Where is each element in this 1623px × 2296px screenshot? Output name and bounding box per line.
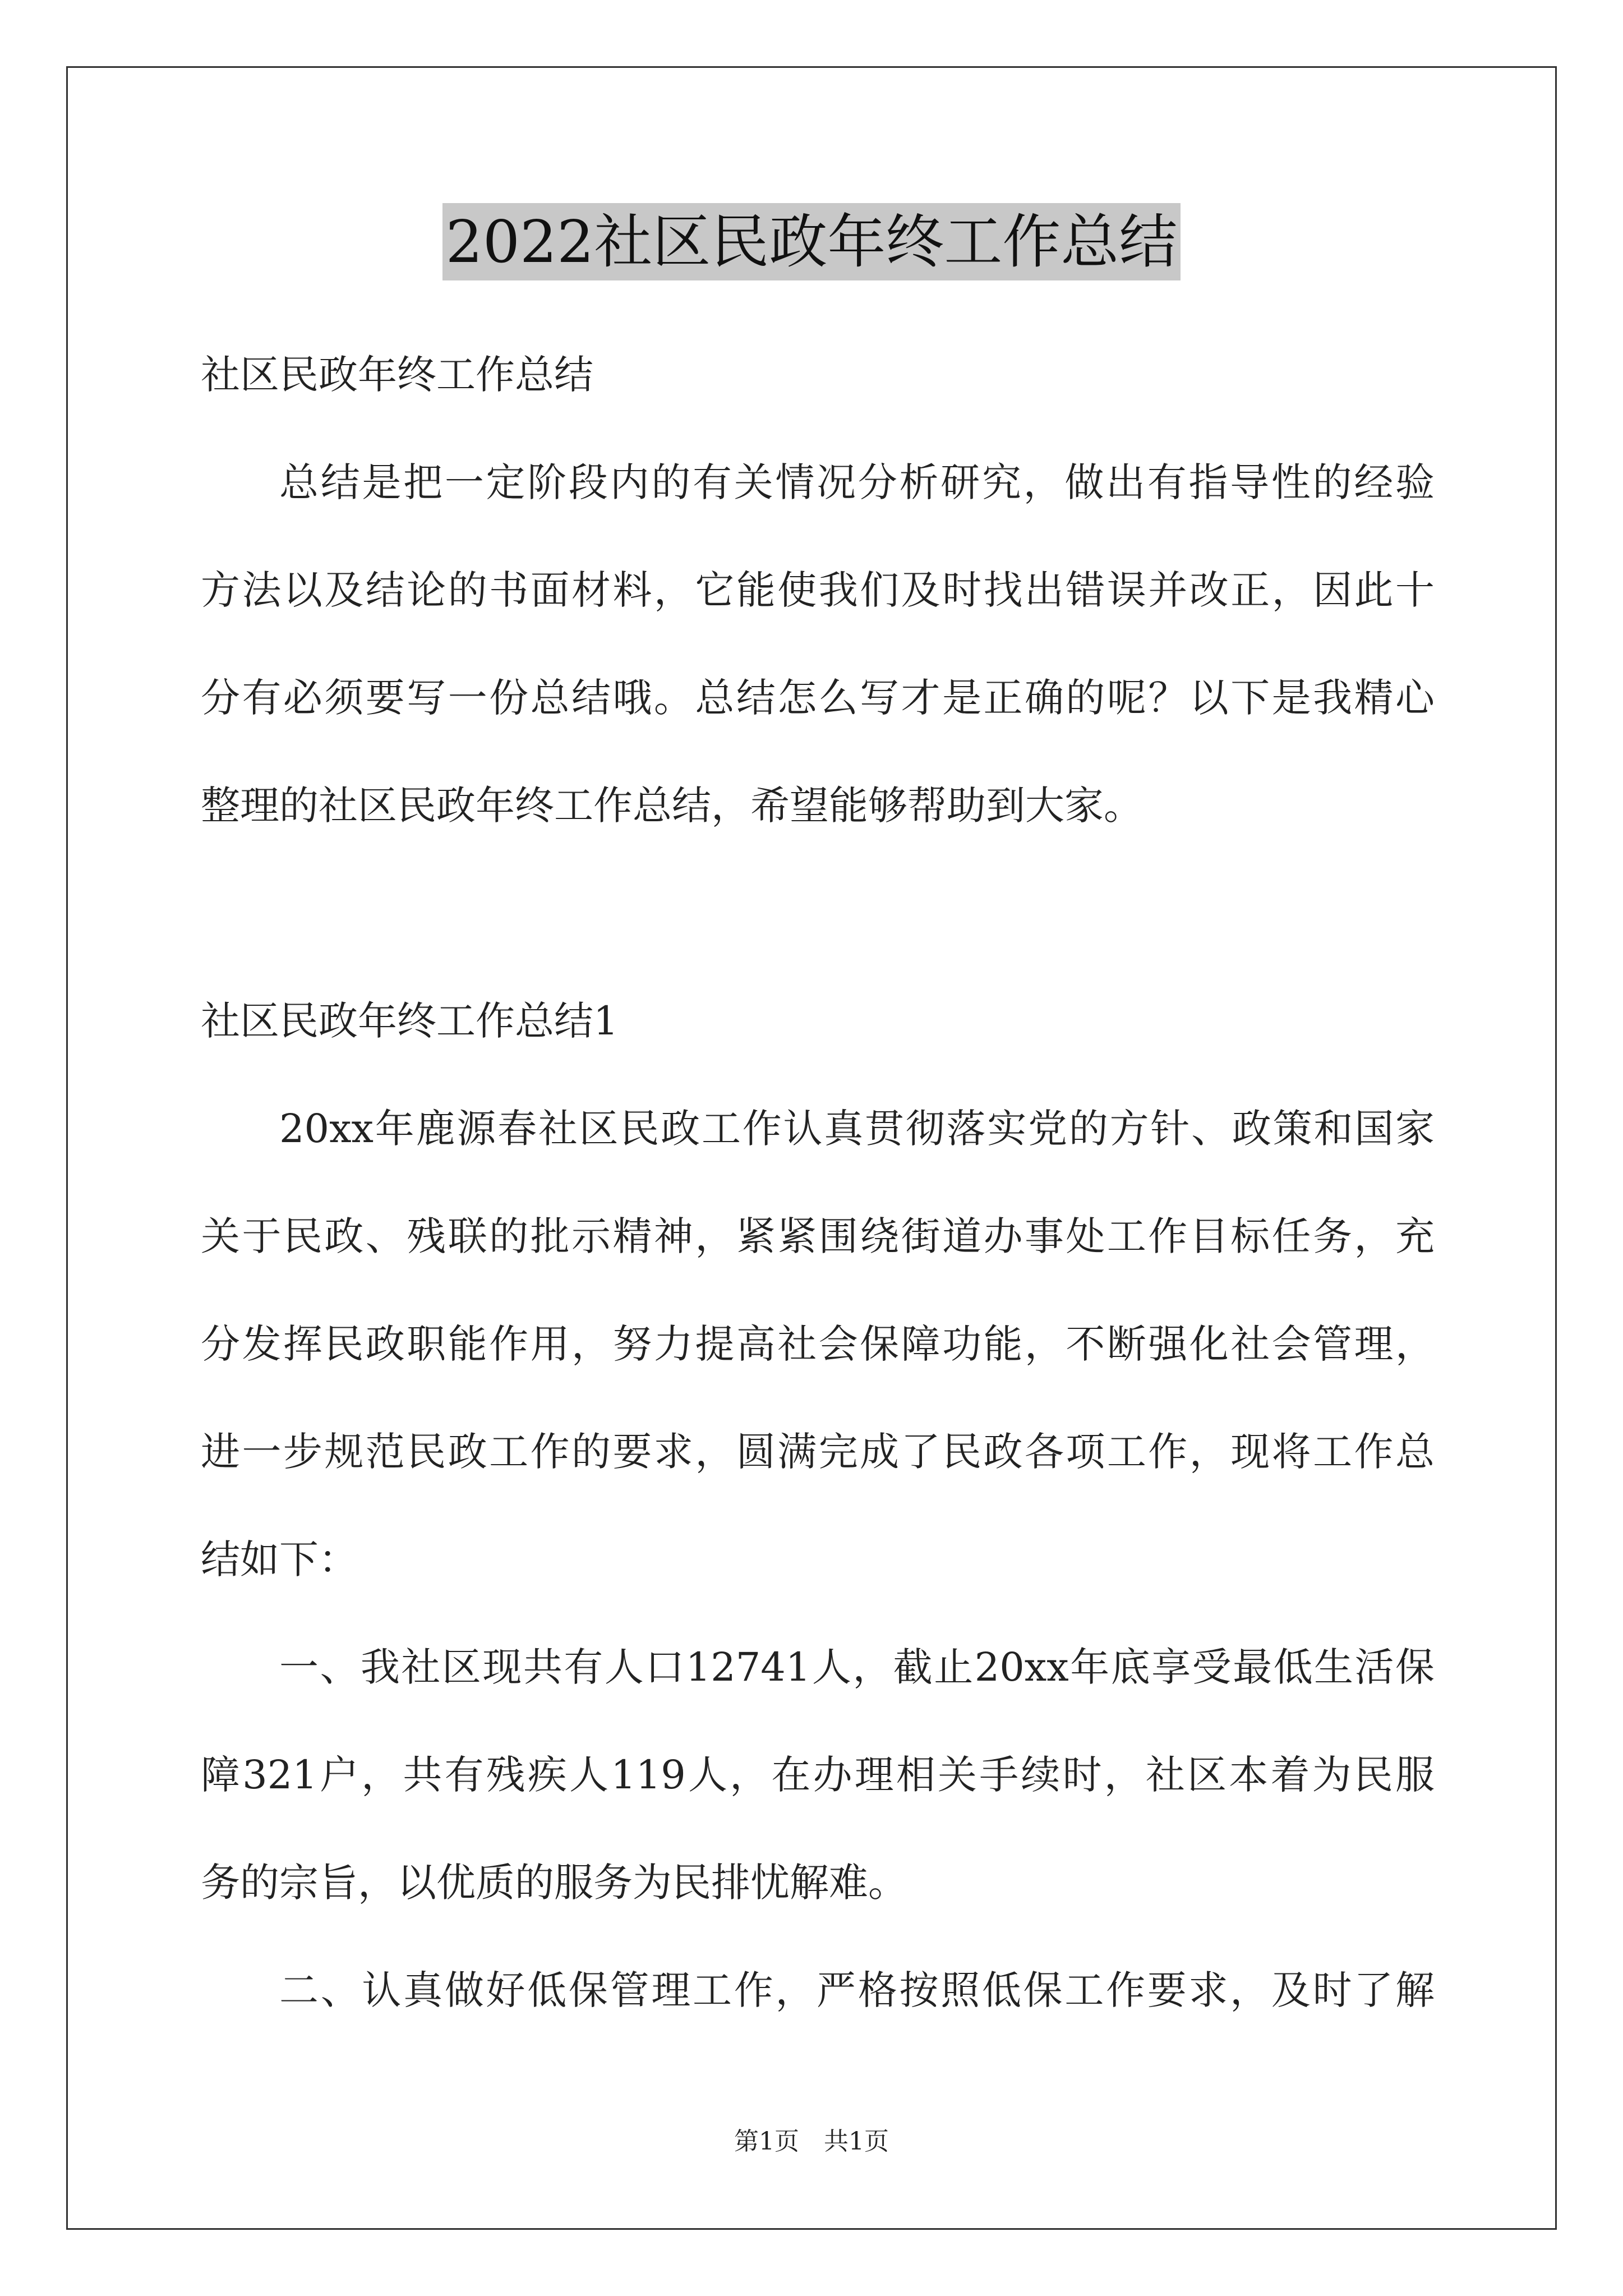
section-heading: 社区民政年终工作总结 bbox=[201, 352, 593, 398]
para1-line-5: 结如下： bbox=[201, 1536, 358, 1582]
intro-line-1: 总结是把一定阶段内的有关情况分析研究，做出有指导性的经验 bbox=[279, 459, 1435, 505]
section-heading-1: 社区民政年终工作总结1 bbox=[201, 998, 619, 1044]
para1-line-1: 20xx年鹿源春社区民政工作认真贯彻落实党的方针、政策和国家 bbox=[279, 1106, 1435, 1152]
para1-line-3: 分发挥民政职能作用，努力提高社会保障功能，不断强化社会管理， bbox=[201, 1321, 1435, 1367]
page-footer: 第1页 共1页 bbox=[734, 2127, 889, 2156]
document-title: 2022社区民政年终工作总结 bbox=[442, 203, 1181, 280]
para2-line-1: 一、我社区现共有人口12741人，截止20xx年底享受最低生活保 bbox=[279, 1644, 1435, 1690]
intro-line-2: 方法以及结论的书面材料，它能使我们及时找出错误并改正，因此十 bbox=[201, 567, 1435, 613]
intro-line-4: 整理的社区民政年终工作总结，希望能够帮助到大家。 bbox=[201, 783, 1143, 829]
intro-line-3: 分有必须要写一份总结哦。总结怎么写才是正确的呢？以下是我精心 bbox=[201, 675, 1435, 721]
para2-line-3: 务的宗旨，以优质的服务为民排忧解难。 bbox=[201, 1860, 907, 1906]
para1-line-4: 进一步规范民政工作的要求，圆满完成了民政各项工作，现将工作总 bbox=[201, 1429, 1435, 1475]
para2-line-2: 障321户，共有残疾人119人，在办理相关手续时，社区本着为民服 bbox=[201, 1752, 1435, 1798]
para1-line-2: 关于民政、残联的批示精神，紧紧围绕街道办事处工作目标任务，充 bbox=[201, 1213, 1435, 1259]
title-container bbox=[0, 203, 1623, 280]
para3-line-1: 二、认真做好低保管理工作，严格按照低保工作要求，及时了解 bbox=[279, 1967, 1435, 2013]
